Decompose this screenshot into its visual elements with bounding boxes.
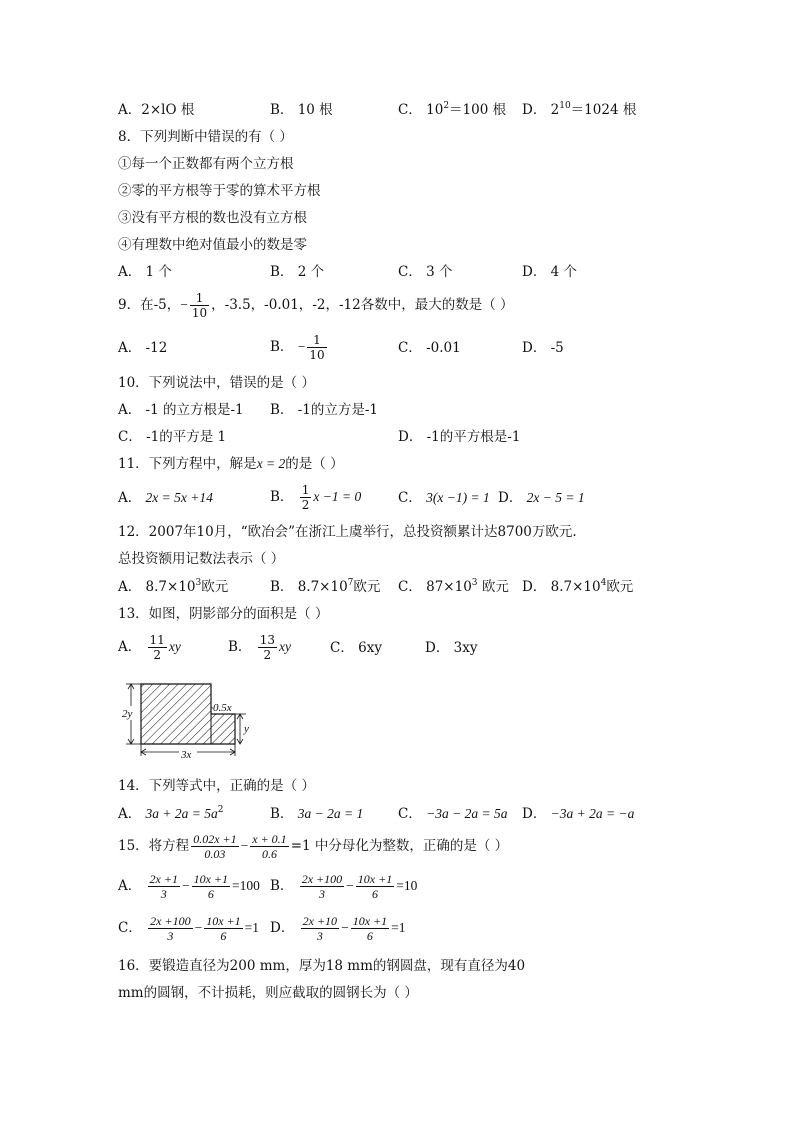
q12-option-c-unit: 欧元 [477,579,509,595]
q16-stem-line-2: mm的圆钢，不计损耗，则应截取的圆钢长为（ ） [118,985,418,1001]
q15-option-b-numerator-1: 2x +100 [301,872,343,886]
q9-stem [118,288,514,322]
q9-option-b-numerator: 1 [307,333,326,348]
q11-option-b[interactable] [270,480,361,514]
q14-option-d-label: D． [522,806,547,822]
q7-option-d-exponent: 10 [559,101,571,111]
q12-option-a[interactable] [118,578,228,596]
q12-option-a-exponent: 3 [195,578,202,588]
q14-option-a-label: A． [118,806,142,822]
q15-stem [118,829,508,863]
q15-fraction-1-denominator: 0.03 [204,847,226,861]
q15-option-c-fraction-1 [148,914,192,943]
q15-option-c-label: C． [118,920,142,936]
q15-option-d-denominator-1: 3 [316,929,323,943]
q8-statement-3: ③没有平方根的数也没有立方根 [118,210,307,226]
q15-stem-end: =1 中分母化为整数，正确的是（ ） [290,838,509,854]
q11-stem-end: 的是（ ） [285,456,344,472]
q14-option-b-label: B． [270,806,294,822]
q13-option-a-fraction [148,633,167,662]
q15-option-d-fraction-2 [351,914,389,943]
q14-option-c-equation: −3a − 2a = 5a [426,806,508,821]
q15-option-b-minus: − [346,878,354,893]
q15-fraction-2 [250,832,288,861]
q15-option-b-denominator-2: 6 [372,887,378,901]
q15-option-d-fraction-1 [301,914,339,943]
q7-option-d-base: D． 2 [522,102,560,118]
q9-fraction [190,291,209,320]
q12-option-b[interactable] [270,578,380,596]
q7-option-d[interactable] [522,101,636,119]
q7-option-c-rest: ＝100 根 [449,102,507,118]
q12-option-d-base: D． 8.7×10 [522,579,601,595]
q12-option-c[interactable] [398,578,509,596]
q11-option-b-fraction [300,483,312,512]
q9-option-b-sign: − [297,339,306,354]
q7-option-c[interactable] [398,101,506,119]
q15-option-d-denominator-2: 6 [366,929,373,943]
q13-option-a-denominator: 2 [153,648,161,662]
q12-option-b-base: B． 8.7×10 [270,579,348,595]
q9-option-d[interactable]: D． -5 [522,340,564,356]
q7-option-d-rest: ＝1024 根 [570,102,637,118]
q15-option-a-denominator-1: 3 [160,887,167,901]
q12-option-a-base: A． 8.7×10 [118,579,196,595]
q15-fraction-2-denominator: 0.6 [261,847,277,861]
q11-option-d-label: D． [498,490,523,506]
q9-option-c[interactable]: C． -0.01 [398,340,461,356]
q11-option-d[interactable] [498,489,585,507]
q9-option-b-label: B． [270,339,294,355]
q15-option-b-rhs: =10 [396,878,418,893]
q8-statement-4: ④有理数中绝对值最小的数是零 [118,237,307,253]
q15-option-c-fraction-2 [204,914,242,943]
q8-statement-2: ②零的平方根等于零的算术平方根 [118,183,321,199]
q13-option-b-numerator: 13 [259,633,275,647]
q11-option-b-equation: x −1 = 0 [313,489,362,504]
q13-label-height: 2y [122,708,133,720]
q12-stem-line-1: 12．2007年10月，“欧冶会”在浙江上虞举行，总投资额累计达8700万欧元. [118,524,577,540]
q11-option-b-denominator: 2 [301,498,310,512]
q11-option-b-label: B． [270,489,294,505]
q7-option-c-exponent: 2 [443,101,450,111]
q15-option-c-numerator-1: 2x +100 [150,914,191,928]
q8-option-c[interactable]: C． 3 个 [398,264,453,280]
q12-option-d-unit: 欧元 [606,579,634,595]
q13-option-b-fraction [258,633,277,662]
q15-option-a-minus: − [181,878,190,893]
q15-minus-sign: − [240,838,249,853]
q9-option-b[interactable] [270,330,329,364]
q8-stem: 8．下列判断中错误的有（ ） [118,129,293,145]
q11-option-a-label: A． [118,490,142,506]
q10-stem: 10．下列说法中，错误的是（ ） [118,375,315,391]
q11-option-c-equation: 3(x −1) = 1 [426,490,490,505]
q14-option-d-equation: −3a + 2a = −a [550,806,635,821]
q11-option-d-equation: 2x − 5 = 1 [526,490,585,505]
q11-stem [118,455,344,473]
q9-option-b-denominator: 10 [309,348,325,362]
q8-option-a[interactable]: A． 1 个 [118,264,172,280]
q13-option-b-denominator: 2 [263,648,272,662]
q14-option-a-equation: 3a + 2a = 5a [145,806,218,821]
q9-fraction-numerator: 1 [190,291,209,306]
q15-fraction-1 [191,832,238,861]
q15-option-c[interactable] [118,911,259,945]
q11-option-c[interactable] [398,489,490,507]
q9-option-b-fraction [307,333,326,362]
q15-option-a-rhs: =100 [232,878,260,893]
q13-option-d[interactable]: D． 3xy [425,640,478,656]
q14-option-c-label: C． [398,806,422,822]
q15-option-a[interactable] [118,869,260,903]
q14-stem: 14．下列等式中，正确的是（ ） [118,778,315,794]
q15-fraction-2-numerator: x + 0.1 [252,832,287,846]
q14-option-c[interactable] [398,805,507,823]
q15-option-c-minus: − [194,920,203,935]
q11-option-b-numerator: 1 [301,483,310,497]
q12-option-c-exponent: 3 [471,578,478,588]
q11-option-c-label: C． [398,490,422,506]
q12-option-d[interactable] [522,578,633,596]
q15-fraction-1-numerator: 0.02x +1 [193,832,237,846]
q11-stem-equation: x = 2 [256,456,286,471]
q14-option-a-exponent: 2 [217,805,224,815]
q7-option-a[interactable]: A．2×lO 根 [118,102,195,118]
q15-option-d-numerator-2: 10x +1 [352,914,388,928]
q13-option-b-variables: xy [279,639,291,654]
q9-minus-sign: − [180,297,188,312]
q15-option-d[interactable] [270,911,406,945]
q13-option-a-label: A． [118,639,142,655]
q15-option-c-numerator-2: 10x +1 [206,914,241,928]
q11-stem-start: 11．下列方程中，解是 [118,456,257,472]
q13-option-a-variables: xy [168,639,181,654]
q9-option-a[interactable]: A． -12 [118,340,168,356]
q11-option-a-equation: 2x = 5x +14 [145,490,213,505]
q13-shaded-region [141,684,235,744]
q13-label-small-height: y [244,723,249,735]
q15-option-c-denominator-1: 3 [167,929,174,943]
q12-option-b-exponent: 7 [347,578,354,588]
q12-option-c-base: C． 87×10 [398,579,472,595]
q7-option-c-base: C． 10 [398,102,444,118]
q13-label-step: 0.5x [213,702,232,714]
q14-option-a[interactable] [118,805,224,823]
q9-stem-end: ，-3.5，-0.01，-2，-12各数中，最大的数是（ ） [211,297,514,313]
q10-option-b[interactable]: B． -1的立方是-1 [270,402,379,418]
q10-option-a[interactable]: A． -1 的立方根是-1 [118,402,244,418]
q13-option-a-numerator: 11 [149,633,165,647]
q15-option-a-fraction-1 [148,872,180,901]
q8-statement-1: ①每一个正数都有两个立方根 [118,156,294,172]
q15-option-c-rhs: =1 [244,920,260,935]
q15-option-a-denominator-2: 6 [207,887,214,901]
q15-option-b-numerator-2: 10x +1 [357,872,393,886]
q13-option-b-label: B． [228,639,252,655]
q15-option-a-fraction-2 [192,872,230,901]
q12-option-b-unit: 欧元 [353,579,381,595]
q10-option-c[interactable]: C． -1的平方是 1 [118,429,227,445]
q9-fraction-denominator: 10 [191,306,208,320]
q8-option-d[interactable]: D． 4 个 [522,264,577,280]
q12-option-d-exponent: 4 [600,578,607,588]
q15-option-d-label: D． [270,920,295,936]
q15-option-b-fraction-1 [300,872,344,901]
q15-option-b-fraction-2 [356,872,394,901]
q12-stem-line-2: 总投资额用记数法表示（ ） [118,551,285,567]
q13-option-c[interactable]: C． 6xy [330,640,382,656]
q14-option-d[interactable] [522,805,634,823]
q14-option-b-equation: 3a − 2a = 1 [297,806,364,821]
q15-option-d-rhs: =1 [391,920,406,935]
q15-option-b[interactable] [270,869,417,903]
q13-stem: 13．如图，阴影部分的面积是（ ） [118,606,329,622]
q15-option-b-label: B． [270,878,294,894]
q12-option-a-unit: 欧元 [201,579,229,595]
q16-stem-line-1: 16．要锻造直径为200 mm，厚为18 mm的钢圆盘，现有直径为40 [118,958,526,974]
q13-option-b[interactable] [228,630,291,664]
q15-option-a-numerator-1: 2x +1 [149,872,178,886]
q13-figure [118,676,258,762]
q15-stem-start: 15．将方程 [118,838,190,854]
q10-option-d[interactable]: D． -1的平方根是-1 [398,429,521,445]
q11-option-a[interactable] [118,489,213,507]
q14-option-b[interactable] [270,805,363,823]
q15-option-a-numerator-2: 10x +1 [193,872,229,886]
q15-option-c-denominator-2: 6 [220,929,227,943]
q7-option-b[interactable]: B． 10 根 [270,102,333,118]
q13-option-a[interactable] [118,630,181,664]
q15-option-d-numerator-1: 2x +10 [302,914,338,928]
q8-option-b[interactable]: B． 2 个 [270,264,325,280]
q9-stem-start: 9．在-5， [118,297,181,313]
q15-option-a-label: A． [118,878,142,894]
q15-option-b-denominator-1: 3 [318,887,325,901]
q13-label-width: 3x [181,749,192,761]
q15-option-d-minus: − [341,920,349,935]
